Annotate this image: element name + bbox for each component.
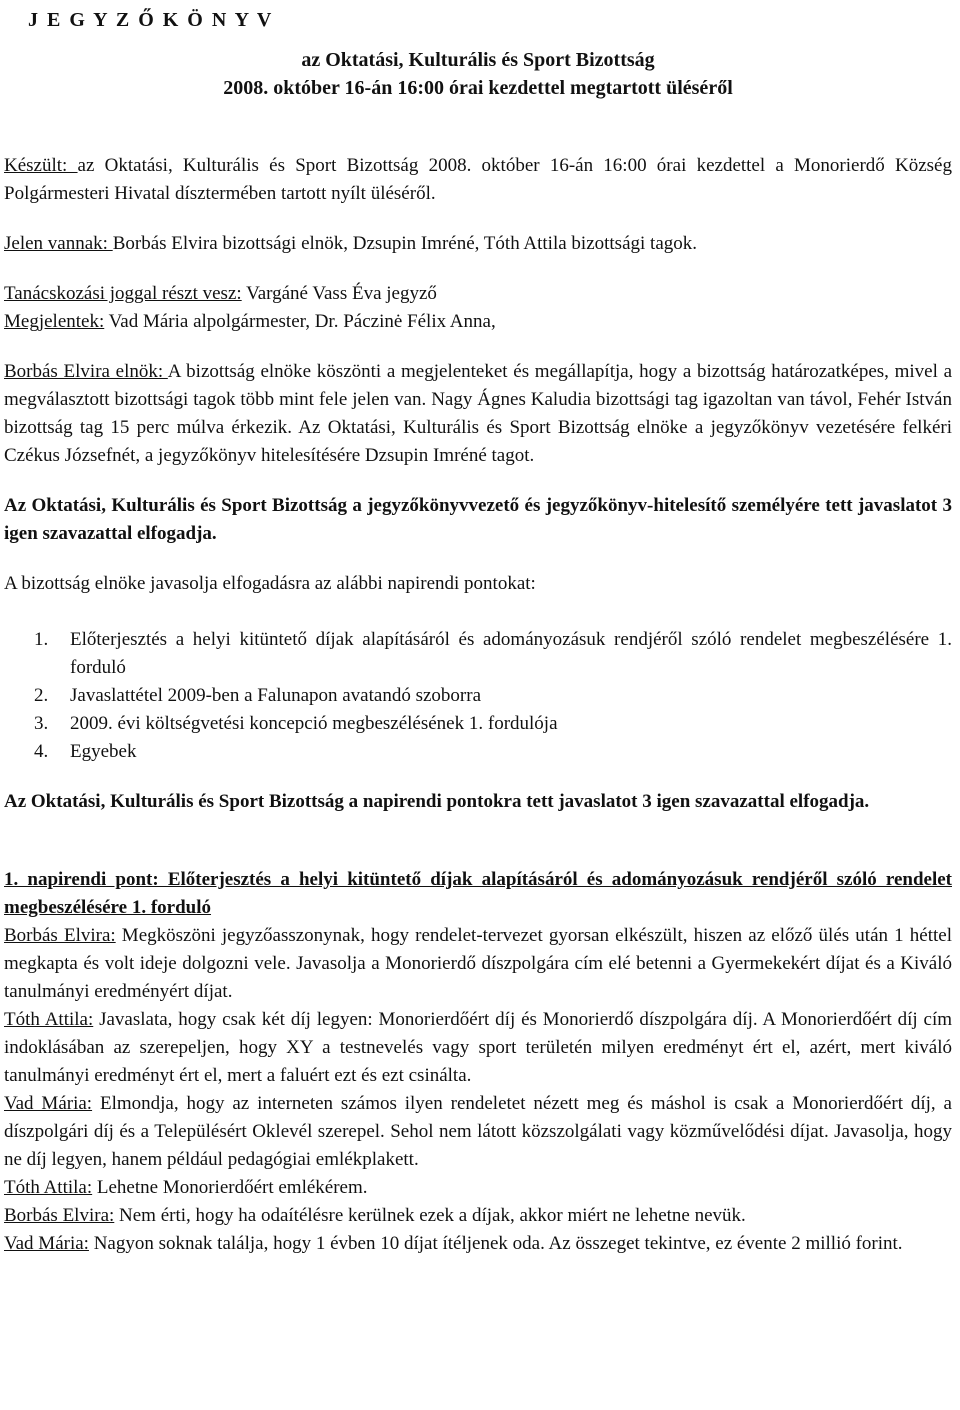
agenda-item-text: 2009. évi költségvetési koncepció megbeszélésének 1. fordulója — [70, 713, 558, 734]
speaker-name: Borbás Elvira: — [4, 1205, 115, 1226]
document-title: J E G Y Z Ő K Ö N Y V — [28, 9, 274, 31]
keszult-label: Készült: — [4, 155, 78, 176]
speech-text: Nagyon soknak találja, hogy 1 évben 10 díjat ítéljenek oda. Az összeget tekintve, ez évente 2 millió forint. — [88, 1233, 903, 1254]
present-text: Borbás Elvira bizottsági elnök, Dzsupin Imréné, Tóth Attila bizottsági tagok. — [112, 233, 698, 254]
agenda-list — [4, 626, 952, 766]
item1-heading: 1. napirendi pont: Előterjesztés a helyi kitüntető díjak alapításáról és adományozásuk rendjéről szóló rendelet megbeszélésére 1. forduló — [4, 869, 952, 918]
speech-text: Megköszöni jegyzőasszonynak, hogy rendelet-tervezet gyorsan elkészült, hiszen az előző ülés után 1 héttel megkapta és volt ideje dolgozni vele. Javasolja a Monorierdő díszpolgára cím elé betenni a Gyermekekért díjat és a Kiváló tanulmányi eredményért díjat. — [4, 925, 952, 1002]
agenda-item-number: 3. — [34, 713, 49, 734]
speaker-name: Vad Mária: — [4, 1233, 89, 1254]
document-subtitle — [4, 46, 952, 102]
present-label: Jelen vannak: — [4, 233, 113, 254]
appeared-text: Vad Mária alpolgármester, Dr. Páczinė Félix Anna, — [104, 311, 496, 332]
advisory-paragraph — [4, 280, 952, 308]
speech-text: Elmondja, hogy az interneten számos ilyen rendeletet nézett meg és máshol is csak a Monorierdőért díj, a díszpolgári díj és a Településért Oklevél szerepel. Sehol nem látott közszolgálati vagy közművelődési díjat. Javasolja, hogy ne díj legyen, hanem például pedagógiai emlékplakett. — [4, 1093, 952, 1170]
speaker-name: Borbás Elvira: — [4, 925, 116, 946]
speech-text: Nem érti, hogy ha odaítélésre kerülnek ezek a díjak, akkor miért ne lehetne nevük. — [114, 1205, 746, 1226]
agenda-item — [4, 682, 952, 710]
discussion-entry — [4, 1202, 952, 1230]
speaker-name: Tóth Attila: — [4, 1177, 93, 1198]
advisory-text: Vargáné Vass Éva jegyző — [241, 283, 437, 304]
subtitle-line-1: az Oktatási, Kulturális és Sport Bizottság — [301, 49, 655, 71]
advisory-label: Tanácskozási joggal részt vesz: — [4, 283, 242, 304]
opening-speaker: Borbás Elvira elnök: — [4, 361, 168, 382]
agenda-item-number: 4. — [34, 741, 49, 762]
opening-paragraph — [4, 358, 952, 470]
speaker-name: Tóth Attila: — [4, 1009, 94, 1030]
discussion-entry — [4, 1090, 952, 1174]
appeared-label: Megjelentek: — [4, 311, 105, 332]
agenda-intro: A bizottság elnöke javasolja elfogadásra az alábbi napirendi pontokat: — [4, 573, 536, 594]
intro-paragraph — [4, 152, 952, 208]
present-paragraph — [4, 230, 952, 258]
agenda-item-text: Javaslattétel 2009-ben a Falunapon avatandó szoborra — [70, 685, 481, 706]
discussion-entry — [4, 1230, 952, 1258]
agenda-item-text: Egyebek — [70, 741, 137, 762]
discussion-entry — [4, 1006, 952, 1090]
agenda-item — [4, 738, 952, 766]
discussion-entry — [4, 922, 952, 1006]
speech-text: Javaslata, hogy csak két díj legyen: Monorierdőért díj és Monorierdő díszpolgára díj. A Monorierdőért díj cím indoklásában az szerepeljen, hogy XY a testnevelés vagy sport területén milyen eredményt ért el, azért, mert kiváló tanulmányi eredményt ért el, mert a faluért ezt és ezt csinálta. — [4, 1009, 952, 1086]
agenda-item-number: 2. — [34, 685, 49, 706]
resolution-2: Az Oktatási, Kulturális és Sport Bizottság a napirendi pontokra tett javaslatot 3 igen szavazattal elfogadja. — [4, 791, 870, 812]
speech-text: Lehetne Monorierdőért emlékérem. — [92, 1177, 368, 1198]
keszult-text: az Oktatási, Kulturális és Sport Bizottság 2008. október 16-án 16:00 órai kezdettel a Monorierdő Község Polgármesteri Hivatal dísztermében tartott nyílt üléséről. — [4, 155, 952, 204]
speaker-name: Vad Mária: — [4, 1093, 93, 1114]
discussion-entry — [4, 1174, 952, 1202]
opening-text: A bizottság elnöke köszönti a megjelenteket és megállapítja, hogy a bizottság határozatképes, mivel a megválasztott bizottsági tagok több mint fele jelen van. Nagy Ágnes Kaludia bizottsági tag igazoltan van távol, Fehér István bizottság tag 15 perc múlva érkezik. Az Oktatási, Kulturális és Sport Bizottság elnöke a jegyzőkönyv vezetésére felkéri Czékus Józsefnét, a jegyzőkönyv hitelesítésére Dzsupin Imréné tagot. — [4, 361, 952, 466]
agenda-item — [4, 710, 952, 738]
subtitle-line-2: 2008. október 16-án 16:00 órai kezdettel megtartott üléséről — [223, 77, 733, 99]
appeared-paragraph — [4, 308, 952, 336]
agenda-item-text: Előterjesztés a helyi kitüntető díjak alapításáról és adományozásuk rendjéről szóló rendelet megbeszélésére 1. forduló — [70, 629, 952, 678]
resolution-1: Az Oktatási, Kulturális és Sport Bizottság a jegyzőkönyvvezető és jegyzőkönyv-hitelesítő személyére tett javaslatot 3 igen szavazattal elfogadja. — [4, 495, 952, 544]
agenda-item — [4, 626, 952, 682]
agenda-item-number: 1. — [34, 629, 49, 650]
